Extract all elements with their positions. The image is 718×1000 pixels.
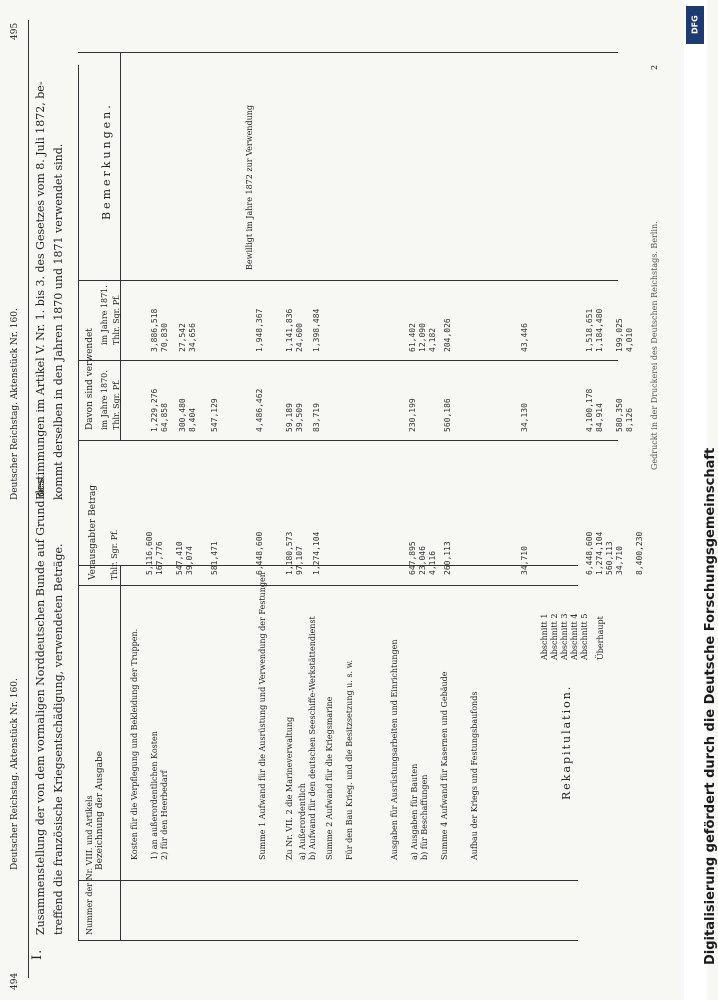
left-col-header-amount: Verausgabter Betrag (88, 484, 98, 580)
amount-1870: 59,189 (285, 403, 294, 432)
amount-1870: 1,229,276 (150, 388, 159, 432)
left-title-line-2: treffend die französische Kriegsentschädigung, verwendeten Beträge. (52, 543, 65, 935)
amount-1870: 64,858 (160, 403, 169, 432)
right-remark: Bewilligt im Jahre 1872 zur Verwendung (245, 104, 254, 270)
left-amount: 6,448,600 (255, 531, 264, 575)
amount-1870: 547,129 (210, 398, 219, 432)
amount-1871: 1,518,651 (585, 308, 594, 352)
left-row: Summe 2 Aufwand für die Kriegsmarine (325, 696, 334, 860)
amount-1870: 4,486,462 (255, 388, 264, 432)
left-amount: 260,113 (443, 541, 452, 575)
left-amount: 167,776 (155, 541, 164, 575)
right-col-group: Davon sind verwendet (85, 328, 95, 430)
left-col-divider-1 (78, 880, 578, 881)
amount-1871: 24,600 (295, 323, 304, 352)
left-amount: 1,274,104 (595, 531, 604, 575)
left-row: Abschnitt 4 (570, 613, 579, 660)
amount-1871: 1,398,484 (312, 308, 321, 352)
left-row: a) Außerordentlich (298, 783, 307, 860)
amount-1870: 4,100,178 (585, 388, 594, 432)
left-row: Abschnitt 2 (550, 613, 559, 660)
left-row: Überhaupt (596, 616, 605, 660)
right-table-top (78, 52, 618, 53)
left-amount: 560,113 (605, 541, 614, 575)
left-row: b) Aufwand für den deutschen Seeschiffe-Werkstättendienst (308, 616, 317, 860)
left-col-header-description: Bezeichnung der Ausgabe (95, 750, 105, 870)
left-header-rule (120, 565, 121, 940)
left-row: Kosten für die Verpflegung und Bekleidung der Truppen. (130, 628, 139, 860)
left-amount: 39,074 (185, 546, 194, 575)
left-amount: 8,400,230 (635, 531, 644, 575)
amount-1870: 230,199 (408, 398, 417, 432)
right-col-divider-3 (78, 280, 618, 281)
left-running-header: Deutscher Reichstag. Aktenstück Nr. 160. (10, 678, 20, 870)
left-row: Abschnitt 5 (580, 613, 589, 660)
amount-1871: 70,830 (160, 323, 169, 352)
left-page-margin-rule (28, 20, 29, 978)
amount-1870: 84,914 (595, 403, 604, 432)
left-amount: 34,710 (520, 546, 529, 575)
left-table-bottom (78, 940, 578, 941)
right-footer: Gedruckt in der Druckerei des Deutschen Reichstags. Berlin. (650, 221, 659, 470)
amount-1870: 560,186 (443, 398, 452, 432)
right-page-corner: 495 (10, 22, 20, 40)
amount-1870: 83,719 (312, 403, 321, 432)
left-amount: 647,895 (408, 541, 417, 575)
left-col-header-number: Nummer der Nr. VIII. und Artikels (85, 795, 94, 935)
amount-1871: 1,141,836 (285, 308, 294, 352)
left-amount: 5,116,600 (145, 531, 154, 575)
right-title-line-2: kommt derselben in den Jahren 1870 und 1871 verwendet sind. (52, 143, 65, 500)
left-amount: 97,107 (295, 546, 304, 575)
right-corner-rule (28, 20, 29, 30)
right-footer-mark: 2 (650, 64, 659, 70)
right-col-divider-1 (78, 440, 618, 441)
amount-1870: 39,509 (295, 403, 304, 432)
left-row: Abschnitt 1 (540, 613, 549, 660)
amount-1871: 43,446 (520, 323, 529, 352)
right-col-header-1871: im Jahre 1871. (100, 285, 109, 345)
amount-1871: 61,402 (408, 323, 417, 352)
amount-1870: 34,130 (520, 403, 529, 432)
right-col-sub-1870: Thlr. Sgr. Pf. (112, 379, 121, 430)
left-amount: 6,448,600 (585, 531, 594, 575)
left-amount: 581,471 (210, 541, 219, 575)
amount-1871: 12,090 (418, 323, 427, 352)
amount-1871: 1,184,480 (595, 308, 604, 352)
right-running-header: Deutscher Reichstag. Aktenstück Nr. 160. (10, 308, 20, 500)
left-row: Summe 1 Aufwand für die Ausrüstung und Verwendung der Festungen (258, 572, 267, 860)
left-row: a) Ausgaben für Bauten (410, 763, 419, 860)
right-col-sub-1871: Thlr. Sgr. Pf. (112, 294, 121, 345)
amount-1870: 8,126 (625, 407, 634, 432)
right-remarks-header: Bemerkungen. (100, 102, 113, 220)
left-col-sub: Thlr. Sgr. Pf. (110, 529, 119, 580)
amount-1871: 4,010 (625, 327, 634, 352)
left-amount: 23,046 (418, 546, 427, 575)
right-title-line-1: Bestimmungen im Artikel V. Nr. 1. bis 3. des Gesetzes vom 8. Juli 1872, be- (34, 81, 47, 500)
dfg-logo-badge: DFG (686, 6, 704, 44)
left-row: Aufbau der Kriegs und Festungsbaufonds (470, 691, 479, 860)
left-amount: 4,116 (428, 550, 437, 575)
left-amount: 547,410 (175, 541, 184, 575)
amount-1870: 8,404 (188, 407, 197, 432)
amount-1871: 3,886,518 (150, 308, 159, 352)
right-col-header-1870: im Jahre 1870. (100, 370, 109, 430)
amount-1871: 199,025 (615, 318, 624, 352)
left-amount: 1,274,104 (312, 531, 321, 575)
amount-1871: 34,656 (188, 323, 197, 352)
left-row: Abschnitt 3 (560, 613, 569, 660)
amount-1871: 4,182 (428, 327, 437, 352)
left-row: Für den Bau Krieg. und die Besitzsetzung u. s. w. (345, 659, 354, 860)
left-row: b) für Beschaffungen (420, 774, 429, 860)
left-title-line-1: Zusammenstellung der von dem vormaligen Norddeutschen Bunde auf Grund des (34, 477, 47, 935)
left-row: 1) an außerordentlichen Kosten (150, 731, 159, 860)
left-recap-heading: Rekapitulation. (560, 684, 573, 800)
right-col-divider-2 (78, 360, 618, 361)
left-page-number: 494 (10, 972, 20, 990)
amount-1870: 580,350 (615, 398, 624, 432)
left-row: Zu Nr. VII. 2 die Marineverwaltung (285, 716, 294, 860)
left-row: Summe 4 Aufwand für Kasernen und Gebäude (440, 671, 449, 860)
left-row: Ausgaben für Ausrüstungsarbeiten und Einrichtungen (390, 639, 399, 860)
left-amount: 1,180,573 (285, 531, 294, 575)
amount-1871: 1,948,367 (255, 308, 264, 352)
dfg-watermark-text: Digitalisierung gefördert durch die Deutsche Forschungsgemeinschaft (703, 447, 718, 965)
left-row: 2) für den Heerbedarf (160, 770, 169, 860)
left-col-divider-2 (78, 585, 578, 586)
left-title-number: I. (30, 948, 45, 960)
amount-1871: 204,026 (443, 318, 452, 352)
amount-1870: 300,480 (178, 398, 187, 432)
amount-1871: 27,542 (178, 323, 187, 352)
left-amount: 34,710 (615, 546, 624, 575)
left-table-top (78, 65, 79, 940)
